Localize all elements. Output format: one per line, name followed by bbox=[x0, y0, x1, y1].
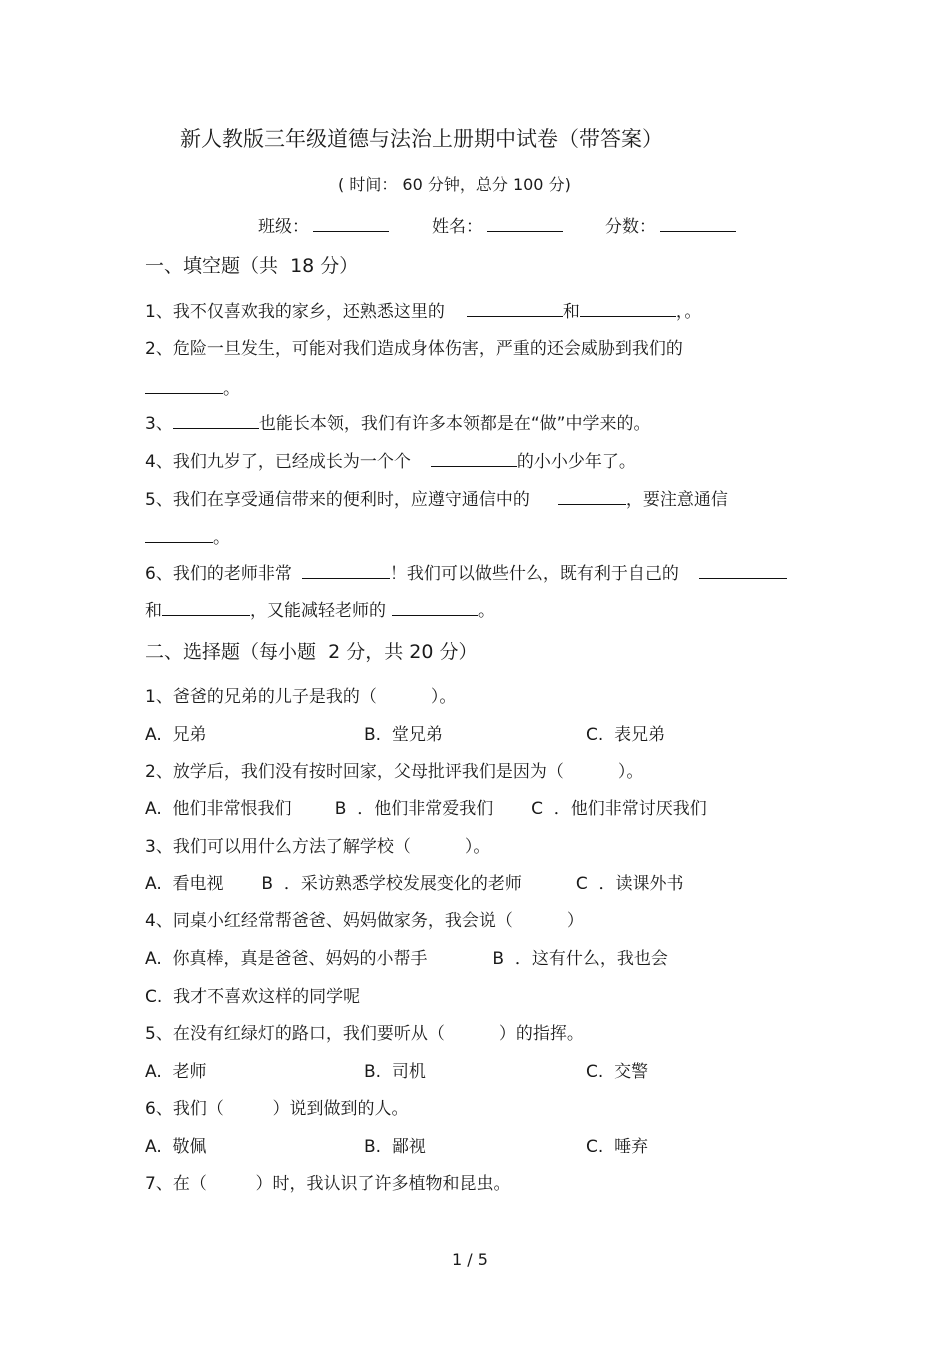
q1-text-c: ，。 bbox=[675, 302, 702, 322]
mc-question-1: 1、爸爸的兄弟的儿子是我的（ ）。 bbox=[145, 687, 457, 707]
mc-q5-option-a[interactable]: A. 老师 bbox=[145, 1062, 207, 1082]
mc-question-7: 7、在（ ）时，我认识了许多植物和昆虫。 bbox=[145, 1174, 511, 1194]
page-number: 1 / 5 bbox=[452, 1250, 488, 1269]
mc-question-3: 3、我们可以用什么方法了解学校（ ）。 bbox=[145, 837, 491, 857]
q4-text-a: 4、我们九岁了，已经成长为一个个 bbox=[145, 452, 411, 472]
question-5-cont bbox=[145, 526, 230, 549]
class-field[interactable] bbox=[258, 212, 389, 237]
q1-blank-2[interactable] bbox=[580, 300, 676, 317]
q5-blank-1[interactable] bbox=[558, 488, 626, 505]
question-1 bbox=[145, 300, 701, 323]
exam-duration: ( 时间： 60 分钟，总分 100 分) bbox=[338, 175, 571, 194]
q1-blank-1[interactable] bbox=[467, 300, 563, 317]
mc-question-2: 2、放学后，我们没有按时回家，父母批评我们是因为（ ）。 bbox=[145, 762, 644, 782]
mc-q1-option-a[interactable]: A. 兄弟 bbox=[145, 725, 207, 745]
name-field[interactable] bbox=[432, 212, 563, 237]
q6-text-d: ，又能减轻老师的 bbox=[250, 601, 386, 621]
q2-blank[interactable] bbox=[145, 377, 223, 394]
question-4 bbox=[145, 450, 636, 473]
q3-text-b: 也能长本领，我们有许多本领都是在“做”中学来的。 bbox=[258, 414, 651, 434]
class-label: 班级： bbox=[258, 217, 309, 237]
q5-text-a: 5、我们在享受通信带来的便利时，应遵守通信中的 bbox=[145, 490, 530, 510]
mc-q6-option-a[interactable]: A. 敬佩 bbox=[145, 1137, 207, 1157]
mc-question-4: 4、同桌小红经常帮爸爸、妈妈做家务，我会说（ ） bbox=[145, 911, 584, 931]
mc-q5-option-c[interactable]: C. 交警 bbox=[586, 1062, 649, 1082]
q1-text-a: 1、我不仅喜欢我的家乡，还熟悉这里的 bbox=[145, 302, 445, 322]
mc-q4-options[interactable]: A. 你真棒，真是爸爸、妈妈的小帮手 B ．这有什么，我也会 bbox=[145, 949, 668, 969]
q4-blank[interactable] bbox=[431, 450, 517, 467]
q6-text-e: 。 bbox=[478, 601, 495, 621]
name-blank[interactable] bbox=[487, 215, 563, 232]
mc-q2-options[interactable]: A. 他们非常恨我们 B ．他们非常爱我们 C ．他们非常讨厌我们 bbox=[145, 799, 707, 819]
q6-blank-4[interactable] bbox=[392, 599, 478, 616]
q4-text-b: 的小小少年了。 bbox=[516, 452, 636, 472]
score-label: 分数： bbox=[605, 217, 656, 237]
question-6 bbox=[145, 562, 787, 585]
mc-q1-option-b[interactable]: B. 堂兄弟 bbox=[364, 725, 443, 745]
q6-text-b: ！我们可以做些什么，既有利于自己的 bbox=[389, 564, 679, 584]
mc-q3-options[interactable]: A. 看电视 B ．采访熟悉学校发展变化的老师 C ．读课外书 bbox=[145, 874, 684, 894]
q6-text-c: 和 bbox=[145, 601, 162, 621]
q6-blank-3[interactable] bbox=[162, 599, 250, 616]
class-blank[interactable] bbox=[313, 215, 389, 232]
question-6-cont bbox=[145, 599, 495, 622]
q6-blank-2[interactable] bbox=[699, 562, 787, 579]
page-title: 新人教版三年级道德与法治上册期中试卷（带答案） bbox=[180, 127, 663, 151]
mc-q6-option-c[interactable]: C. 唾弃 bbox=[586, 1137, 649, 1157]
question-3 bbox=[145, 412, 650, 435]
q3-text-a: 3、 bbox=[145, 414, 173, 434]
q5-text-c: 。 bbox=[213, 528, 230, 548]
section-heading-multiple-choice: 二、选择题（每小题 2 分，共 20 分） bbox=[145, 641, 478, 663]
score-field[interactable] bbox=[605, 212, 736, 237]
mc-q5-option-b[interactable]: B. 司机 bbox=[364, 1062, 426, 1082]
mc-question-5: 5、在没有红绿灯的路口，我们要听从（ ）的指挥。 bbox=[145, 1024, 584, 1044]
q1-text-b: 和 bbox=[562, 302, 580, 322]
mc-q6-option-b[interactable]: B. 鄙视 bbox=[364, 1137, 426, 1157]
question-2: 2、危险一旦发生，可能对我们造成身体伤害，严重的还会威胁到我们的 bbox=[145, 339, 683, 359]
mc-q4-option-c[interactable]: C. 我才不喜欢这样的同学呢 bbox=[145, 987, 361, 1007]
q2-text-b: 。 bbox=[223, 379, 240, 399]
score-blank[interactable] bbox=[660, 215, 736, 232]
question-2-cont bbox=[145, 377, 240, 400]
q5-text-b: ，要注意通信 bbox=[625, 490, 728, 510]
name-label: 姓名： bbox=[432, 217, 483, 237]
section-heading-fill-blank: 一、填空题（共 18 分） bbox=[145, 255, 359, 277]
q6-blank-1[interactable] bbox=[302, 562, 390, 579]
q3-blank[interactable] bbox=[173, 412, 259, 429]
mc-q1-option-c[interactable]: C. 表兄弟 bbox=[586, 725, 666, 745]
question-5 bbox=[145, 488, 728, 511]
q5-blank-2[interactable] bbox=[145, 526, 213, 543]
q6-text-a: 6、我们的老师非常 bbox=[145, 564, 292, 584]
mc-question-6: 6、我们（ ）说到做到的人。 bbox=[145, 1099, 409, 1119]
